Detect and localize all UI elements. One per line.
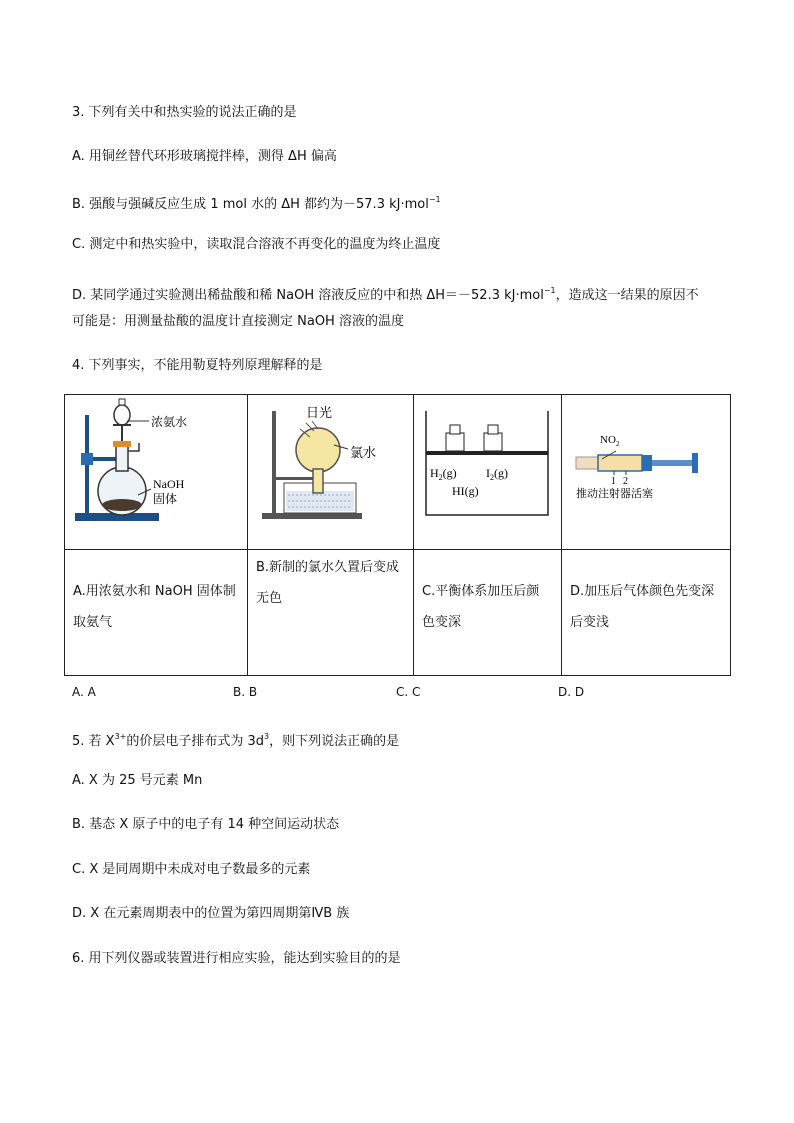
q5-stem-mid: 的价层电子排布式为 3d	[126, 734, 265, 749]
syringe-figure	[562, 395, 731, 545]
svg-text:I2(g)	[486, 466, 508, 482]
fig-c-i2-g: (g)	[494, 466, 508, 480]
fig-c-hi: HI(g)	[452, 484, 479, 498]
fig-a-label-3: 固体	[153, 492, 178, 506]
fig-a-label-1: 浓氨水	[151, 415, 188, 429]
q4-figure-c-cell	[414, 395, 562, 550]
q3-option-d-tail: ，造成这一结果的原因不	[555, 288, 699, 303]
q5-option-d: D. X 在元素周期表中的位置为第四周期第ⅣB 族	[72, 906, 350, 921]
fig-d-no2: NO	[600, 434, 616, 446]
fig-c-h2-g: (g)	[442, 466, 457, 480]
q4-figure-a-cell	[65, 395, 248, 550]
q3-option-b-sup: −1	[428, 195, 441, 204]
q5-option-b: B. 基态 X 原子中的电子有 14 种空间运动状态	[72, 817, 340, 832]
q5-option-a: A. X 为 25 号元素 Mn	[72, 773, 203, 788]
q3-option-c: C. 测定中和热实验中，读取混合溶液不再变化的温度为终止温度	[72, 237, 441, 252]
svg-text:NO2	[600, 434, 620, 448]
q4-table	[64, 394, 731, 676]
q3-option-a: A. 用铜丝替代环形玻璃搅拌棒，测得 ΔH 偏高	[72, 149, 337, 164]
q6-stem: 6. 用下列仪器或装置进行相应实验，能达到实验目的的是	[72, 951, 401, 966]
piston-equilibrium-figure	[414, 395, 562, 545]
q4-option-c: C. C	[396, 685, 421, 699]
fig-d-mark-1: 1	[611, 476, 616, 487]
q4-option-a: A. A	[72, 685, 96, 699]
svg-text:H2(g)	[430, 466, 457, 482]
q4-option-b: B. B	[233, 685, 258, 699]
q4-figure-d-cell	[562, 395, 731, 550]
q5-stem-pre: 5. 若 X	[72, 734, 115, 749]
q3-option-d-sup: −1	[543, 286, 556, 295]
fig-d-no2-sub: 2	[615, 440, 620, 448]
ammonia-apparatus-figure	[65, 395, 248, 545]
q4-caption-d: D.加压后气体颜色先变深后变浅	[570, 584, 715, 630]
fig-c-h2: H	[430, 466, 439, 480]
q3-option-d-cont: 可能是：用测量盐酸的温度计直接测定 NaOH 溶液的温度	[72, 314, 404, 329]
chlorine-water-figure	[248, 395, 414, 545]
fig-c-i2: I	[486, 466, 490, 480]
q4-stem: 4. 下列事实，不能用勒夏特列原理解释的是	[72, 358, 323, 373]
q4-figure-b-cell	[248, 395, 414, 550]
q5-stem	[72, 727, 399, 752]
q5-stem-sup: 3+	[114, 732, 127, 741]
q4-caption-b: B.新制的氯水久置后变成无色	[256, 560, 400, 606]
fig-d-mark-2: 2	[623, 476, 628, 487]
q4-option-d: D. D	[558, 685, 585, 699]
q4-caption-c: C.平衡体系加压后颜色变深	[422, 584, 540, 630]
q5-stem-post: ，则下列说法正确的是	[269, 734, 400, 749]
q5-stem-sup2: 3	[264, 732, 270, 741]
q3-option-d-text: D. 某同学通过实验测出稀盐酸和稀 NaOH 溶液反应的中和热 ΔH＝－52.3 kJ·mol	[72, 288, 544, 303]
fig-c-i2-sub: 2	[490, 473, 494, 482]
q4-caption-a: A.用浓氨水和 NaOH 固体制取氨气	[73, 584, 236, 630]
q3-option-b	[72, 190, 441, 215]
fig-c-h2-sub: 2	[438, 473, 443, 482]
q3-option-d	[72, 281, 699, 306]
fig-a-label-2: NaOH	[153, 477, 185, 491]
q3-stem: 3. 下列有关中和热实验的说法正确的是	[72, 105, 297, 120]
q5-option-c: C. X 是同周期中未成对电子数最多的元素	[72, 862, 311, 877]
fig-d-label: 推动注射器活塞	[576, 488, 653, 500]
q3-option-b-text: B. 强酸与强碱反应生成 1 mol 水的 ΔH 都约为－57.3 kJ·mol	[72, 197, 429, 212]
fig-b-label-1: 日光	[306, 405, 333, 420]
fig-b-label-2: 氯水	[350, 445, 377, 460]
